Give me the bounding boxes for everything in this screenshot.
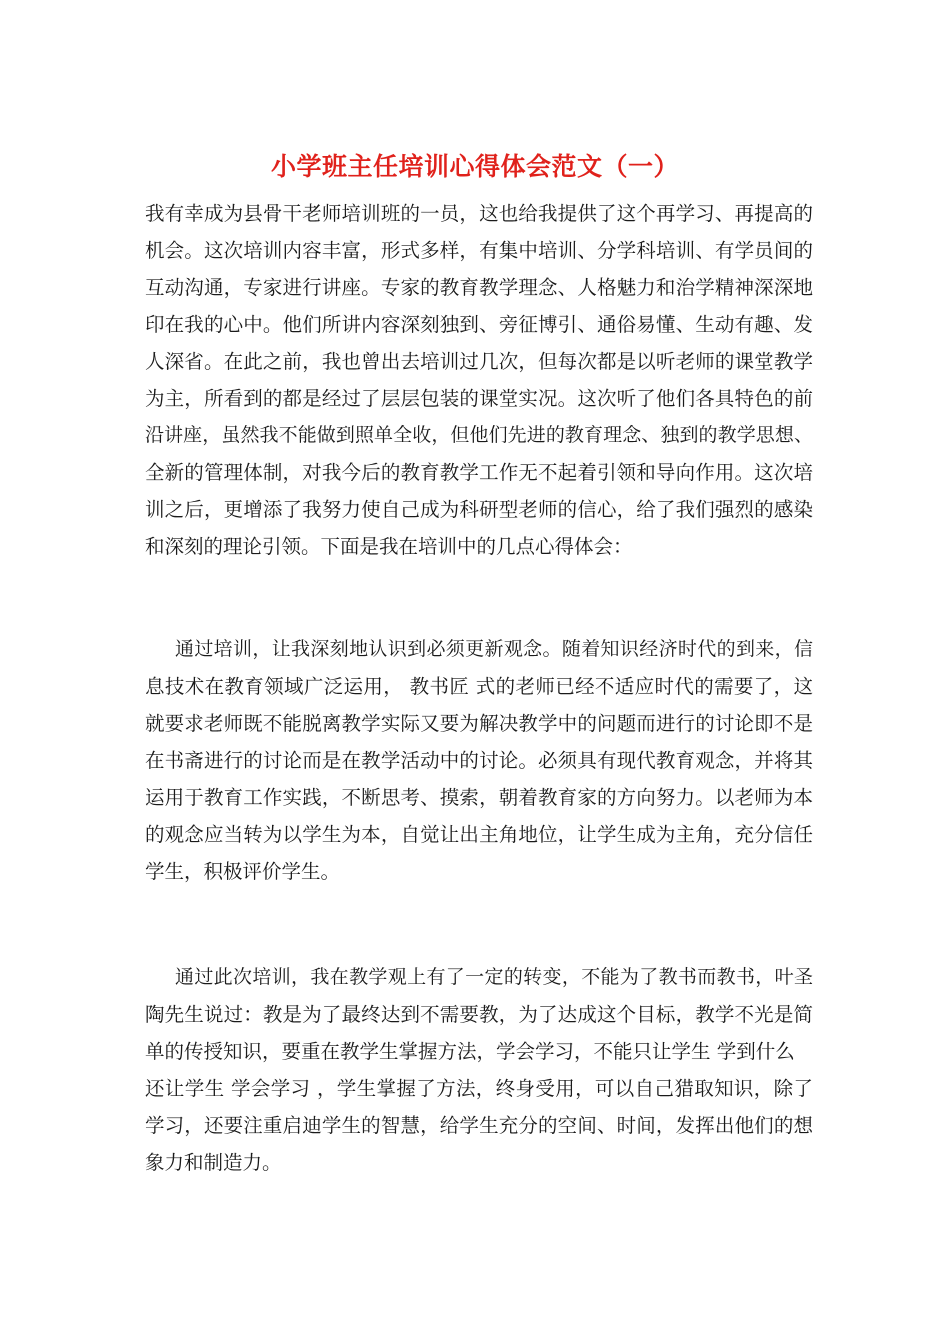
paragraph-line: 训之后，更增添了我努力使自己成为科研型老师的信心，给了我们强烈的感染 [145, 498, 813, 521]
paragraph-line: 象力和制造力。 [145, 1151, 282, 1174]
paragraph-line: 沿讲座，虽然我不能做到照单全收，但他们先进的教育理念、独到的教学思想、 [145, 424, 813, 446]
paragraph-line: 通过培训，让我深刻地认识到必须更新观念。随着知识经济时代的到来，信 [175, 638, 813, 660]
paragraph-line: 的观念应当转为以学生为本，自觉让出主角地位，让学生成为主角，充分信任 [145, 823, 813, 846]
paragraph-line: 为主，所看到的都是经过了层层包装的课堂实况。这次听了他们各具特色的前 [145, 387, 813, 410]
paragraph-line: 机会。这次培训内容丰富，形式多样，有集中培训、分学科培训、有学员间的 [145, 239, 813, 262]
paragraph-line: 息技术在教育领域广泛运用， 教书匠 式的老师已经不适应时代的需要了，这 [145, 675, 813, 698]
paragraph-1 [145, 195, 813, 565]
paragraph-line: 通过此次培训，我在教学观上有了一定的转变，不能为了教书而教书，叶圣 [175, 966, 813, 988]
paragraph-line: 学习，还要注重启迪学生的智慧，给学生充分的空间、时间，发挥出他们的想 [145, 1114, 813, 1137]
paragraph-line: 和深刻的理论引领。下面是我在培训中的几点心得体会： [145, 535, 633, 558]
paragraph-3 [145, 959, 813, 1181]
paragraph-line: 陶先生说过：教是为了最终达到不需要教，为了达成这个目标，教学不光是简 [145, 1003, 813, 1026]
paragraph-line: 还让学生 学会学习 ，学生掌握了方法，终身受用，可以自己猎取知识，除了 [145, 1077, 813, 1100]
paragraph-line: 印在我的心中。他们所讲内容深刻独到、旁征博引、通俗易懂、生动有趣、发 [145, 313, 813, 336]
paragraph-line: 全新的管理体制，对我今后的教育教学工作无不起着引领和导向作用。这次培 [145, 461, 813, 484]
paragraph-line: 就要求老师既不能脱离教学实际又要为解决教学中的问题而进行的讨论即不是 [145, 712, 813, 735]
document-title: 小学班主任培训心得体会范文（一） [270, 152, 679, 181]
paragraph-line: 单的传授知识，要重在教学生掌握方法，学会学习，不能只让学生 学到什么 [145, 1040, 795, 1063]
paragraph-line: 我有幸成为县骨干老师培训班的一员，这也给我提供了这个再学习、再提高的 [145, 202, 813, 225]
paragraph-line: 人深省。在此之前，我也曾出去培训过几次，但每次都是以听老师的课堂教学 [145, 350, 813, 373]
paragraph-2 [145, 631, 813, 890]
paragraph-line: 互动沟通，专家进行讲座。专家的教育教学理念、人格魅力和治学精神深深地 [145, 276, 813, 299]
paragraph-line: 学生，积极评价学生。 [145, 860, 341, 883]
paragraph-line: 在书斋进行的讨论而是在教学活动中的讨论。必须具有现代教育观念，并将其 [145, 749, 813, 772]
paragraph-line: 运用于教育工作实践，不断思考、摸索，朝着教育家的方向努力。以老师为本 [145, 786, 813, 809]
